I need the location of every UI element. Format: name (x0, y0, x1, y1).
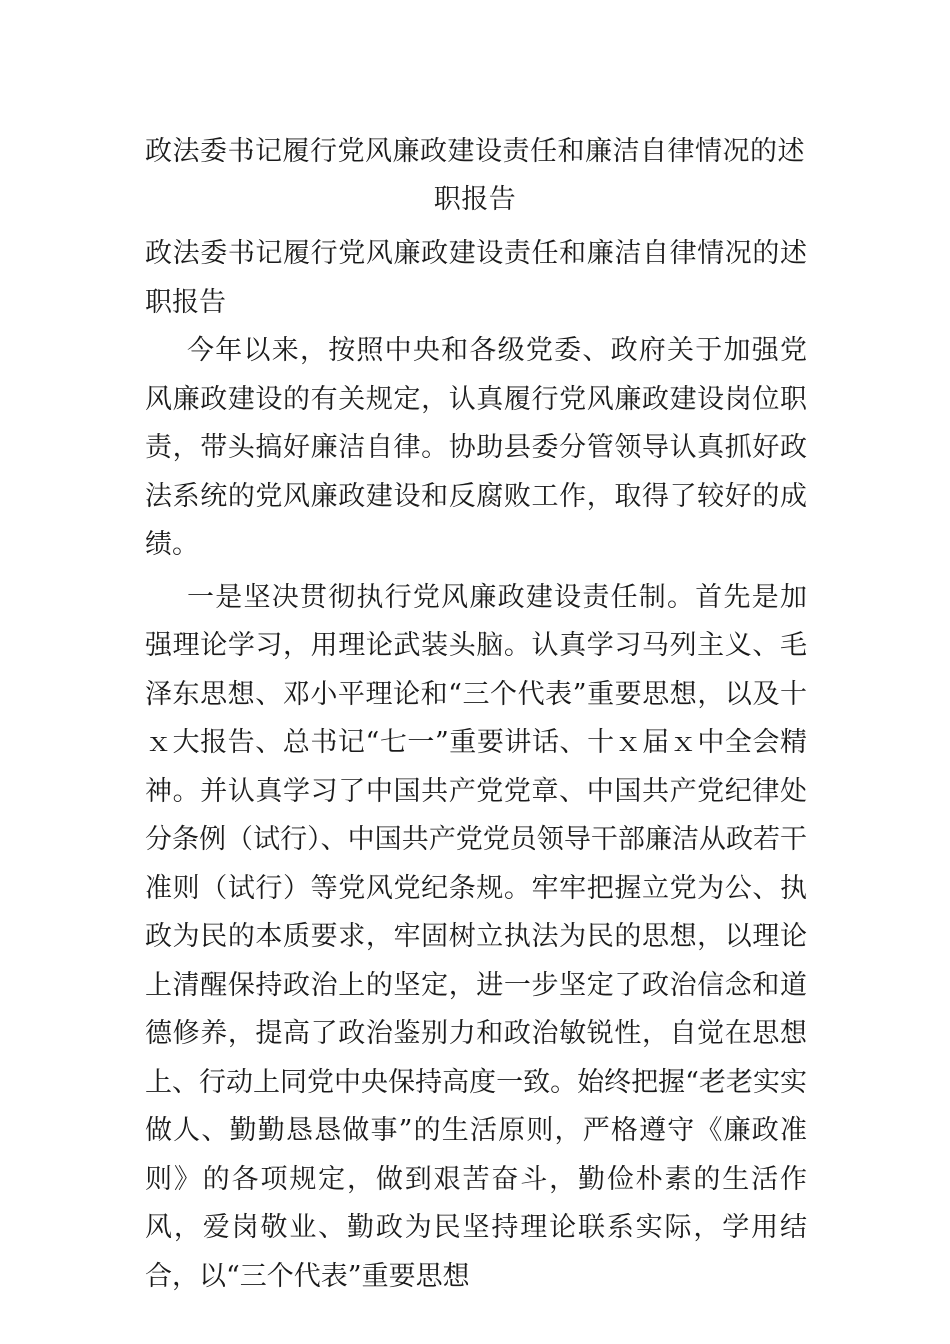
paragraph-section-one: 一是坚决贯彻执行党风廉政建设责任制。首先是加强理论学习，用理论武装头脑。认真学习马列主义、毛泽东思想、邓小平理论和“三个代表”重要思想，以及十ｘ大报告、总书记“七一”重要讲话、十ｘ届ｘ中全会精神。并认真学习了中国共产党党章、中国共产党纪律处分条例（试行）、中国共产党党员领导干部廉洁从政若干准则（试行）等党风党纪条规。牢牢把握立党为公、执政为民的本质要求，牢固树立执法为民的思想，以理论上清醒保持政治上的坚定，进一步坚定了政治信念和道德修养，提高了政治鉴别力和政治敏锐性，自觉在思想上、行动上同党中央保持高度一致。始终把握“老老实实做人、勤勤恳恳做事”的生活原则，严格遵守《廉政准则》的各项规定，做到艰苦奋斗，勤俭朴素的生活作风，爱岗敬业、勤政为民坚持理论联系实际，学用结合，以“三个代表”重要思想 (145, 581, 807, 1292)
document-title: 政法委书记履行党风廉政建设责任和廉洁自律情况的述职报告 (145, 136, 805, 215)
document-body (145, 230, 807, 1301)
paragraph-intro: 今年以来，按照中央和各级党委、政府关于加强党风廉政建设的有关规定，认真履行党风廉政建设岗位职责，带头搞好廉洁自律。协助县委分管领导认真抓好政法系统的党风廉政建设和反腐败工作，取得了较好的成绩。 (145, 335, 807, 560)
repeated-title: 政法委书记履行党风廉政建设责任和廉洁自律情况的述职报告 (145, 238, 807, 318)
